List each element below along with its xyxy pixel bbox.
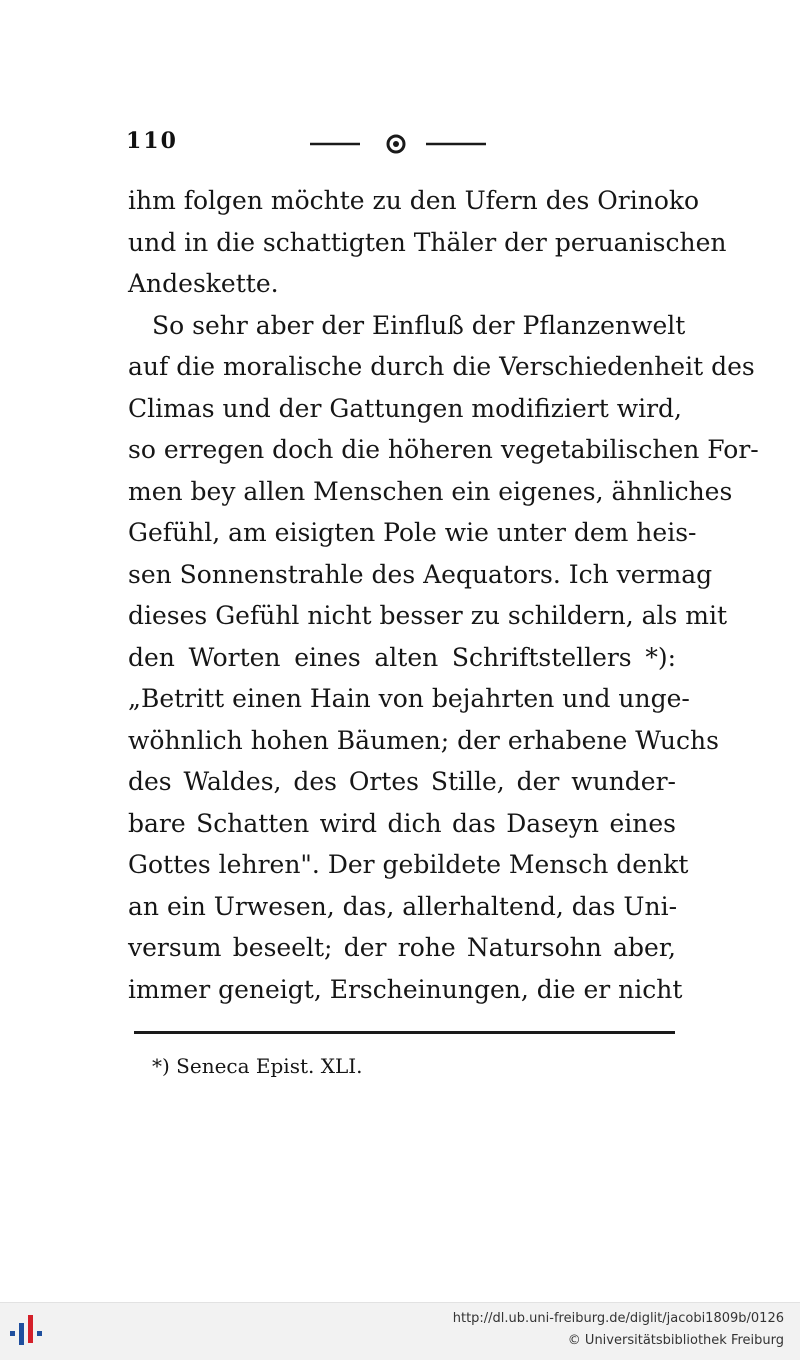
text-line: bare Schatten wird dich das Daseyn eines	[128, 808, 676, 838]
copyright-notice: © Universitätsbibliothek Freiburg	[567, 1333, 784, 1348]
text-line: so erregen doch die höheren vegetabilischen For-	[128, 435, 759, 464]
footnote-divider	[134, 1031, 675, 1034]
text-line: auf die moralische durch die Verschiedenheit des	[128, 352, 755, 381]
text-line: des Waldes, des Ortes Stille, der wunder-	[128, 767, 676, 796]
text-line: den Worten eines alten Schriftstellers *):	[128, 642, 676, 672]
footnote: *) Seneca Epist. XLI.	[152, 1054, 363, 1078]
text-line: versum beseelt; der rohe Natursohn aber,	[128, 933, 676, 962]
permalink-url[interactable]: http://dl.ub.uni-freiburg.de/diglit/jacobi1809b/0126	[452, 1311, 784, 1326]
text-line: „Betritt einen Hain von bejahrten und unge-	[128, 684, 690, 713]
text-line: an ein Urwesen, das, allerhaltend, das Uni-	[128, 891, 678, 921]
text-line: wöhnlich hohen Bäumen; der erhabene Wuchs	[128, 725, 719, 755]
text-line: Gottes lehren". Der gebildete Mensch denkt	[128, 850, 689, 879]
text-line: sen Sonnenstrahle des Aequators. Ich vermag	[128, 559, 713, 589]
text-line: dieses Gefühl nicht besser zu schildern, als mit	[128, 601, 728, 630]
text-line: und in die schattigten Thäler der peruanischen	[128, 227, 727, 257]
text-line: Gefühl, am eisigten Pole wie unter dem heis-	[128, 518, 697, 547]
page-number: 110	[126, 128, 178, 154]
footer-bar	[0, 1302, 800, 1360]
text-line: Climas und der Gattungen modifiziert wird,	[128, 393, 683, 423]
text-line: ihm folgen möchte zu den Ufern des Orinoko	[128, 186, 700, 215]
text-line: So sehr aber der Einfluß der Pflanzenwelt	[152, 310, 686, 340]
library-logo-icon[interactable]	[8, 1313, 48, 1349]
body-text	[128, 180, 759, 1010]
ornament-rule-icon	[310, 133, 486, 155]
text-line: Andeskette.	[128, 269, 279, 298]
text-line: men bey allen Menschen ein eigenes, ähnliches	[128, 476, 733, 506]
text-line: immer geneigt, Erscheinungen, die er nicht	[128, 974, 683, 1004]
